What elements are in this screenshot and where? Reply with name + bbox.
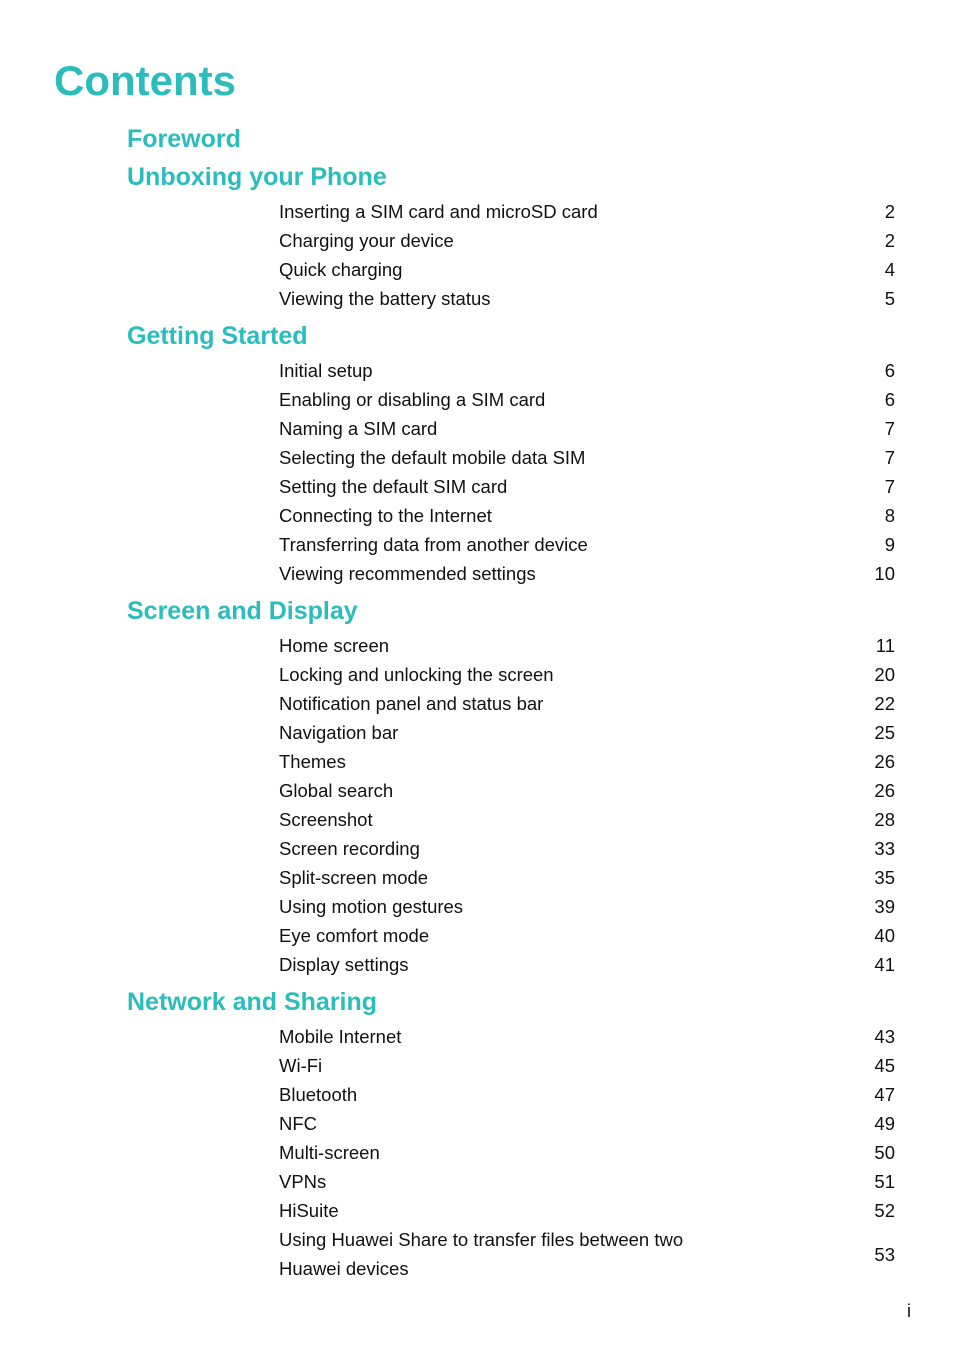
toc-entry[interactable] [279, 950, 895, 979]
toc-entry-list [0, 197, 954, 313]
toc-entry-page-number: 20 [874, 664, 895, 685]
toc-section [0, 987, 954, 1283]
toc-entry-page-number: 25 [874, 722, 895, 743]
toc-entry-title: Eye comfort mode [279, 925, 430, 946]
toc-entry-title: Connecting to the Internet [279, 505, 492, 526]
toc-entry-title: Multi-screen [279, 1142, 380, 1163]
toc-entry-page-number: 26 [874, 780, 895, 801]
toc-section [0, 124, 954, 154]
toc-entry[interactable] [279, 834, 895, 863]
toc-entry-title: Notification panel and status bar [279, 693, 544, 714]
toc-entry-page-number: 2 [884, 201, 895, 222]
toc-entry-title: Naming a SIM card [279, 418, 438, 439]
toc-entry-page-number: 5 [884, 288, 895, 309]
toc-entry-page-number: 7 [884, 418, 895, 439]
toc-entry[interactable] [279, 892, 895, 921]
toc-entry-title: Selecting the default mobile data SIM [279, 447, 586, 468]
toc-entry-page-number: 11 [875, 635, 895, 656]
toc-entry-page-number: 47 [874, 1084, 895, 1105]
toc-entry[interactable] [279, 921, 895, 950]
toc-entry-page-number: 52 [874, 1200, 895, 1221]
toc-entry[interactable] [279, 631, 895, 660]
footer-page-number: i [907, 1301, 911, 1321]
toc-entry[interactable] [279, 689, 895, 718]
toc-entry-title: Navigation bar [279, 722, 399, 743]
toc-entry-list [0, 1022, 954, 1283]
toc-entry-page-number: 8 [884, 505, 895, 526]
toc-entry[interactable] [279, 472, 895, 501]
toc-entry[interactable] [279, 718, 895, 747]
page-title: Contents [54, 57, 236, 104]
section-heading[interactable]: Network and Sharing [127, 988, 378, 1016]
section-heading[interactable]: Screen and Display [127, 597, 358, 625]
toc-entry-page-number: 53 [874, 1243, 895, 1265]
toc-entry-title: Home screen [279, 635, 390, 656]
toc-entry-title: Setting the default SIM card [279, 476, 508, 497]
toc-entry[interactable] [279, 284, 895, 313]
section-heading[interactable]: Foreword [127, 125, 241, 153]
toc-entry-page-number: 26 [874, 751, 895, 772]
toc-entry-page-number: 28 [874, 809, 895, 830]
toc-entry[interactable] [279, 1109, 895, 1138]
section-heading[interactable]: Getting Started [127, 322, 308, 350]
toc-entry-page-number: 51 [874, 1171, 895, 1192]
toc-entry[interactable] [279, 660, 895, 689]
toc-entry[interactable] [279, 356, 895, 385]
toc-entry-page-number: 10 [874, 563, 895, 584]
toc-entry-title: HiSuite [279, 1200, 339, 1221]
toc-entry-page-number: 49 [874, 1113, 895, 1134]
toc-entry-page-number: 39 [874, 896, 895, 917]
toc-entry[interactable] [279, 1080, 895, 1109]
toc-entry-page-number: 43 [874, 1026, 895, 1047]
toc-entry-title: Screen recording [279, 838, 420, 859]
toc-entry-title: NFC [279, 1113, 318, 1134]
toc-entry-page-number: 7 [884, 476, 895, 497]
toc-entry[interactable] [279, 1196, 895, 1225]
toc-entry[interactable] [279, 443, 895, 472]
toc-entry[interactable] [279, 530, 895, 559]
toc-entry-title: Display settings [279, 954, 409, 975]
toc-entry-title: Themes [279, 751, 346, 772]
table-of-contents [0, 124, 954, 1283]
toc-entry-page-number: 41 [874, 954, 895, 975]
toc-entry-title: Initial setup [279, 360, 373, 381]
toc-entry-title: Using motion gestures [279, 896, 464, 917]
toc-entry[interactable] [279, 747, 895, 776]
toc-entry[interactable] [279, 559, 895, 588]
toc-entry-title: Quick charging [279, 259, 403, 280]
toc-section [0, 596, 954, 979]
toc-entry[interactable] [279, 776, 895, 805]
toc-entry-title: Using Huawei Share to transfer files between two Huawei devices [279, 1229, 684, 1279]
toc-section [0, 321, 954, 588]
toc-entry-page-number: 4 [884, 259, 895, 280]
toc-entry-page-number: 33 [874, 838, 895, 859]
toc-entry-page-number: 35 [874, 867, 895, 888]
toc-entry[interactable] [279, 414, 895, 443]
toc-entry-title: Bluetooth [279, 1084, 358, 1105]
toc-entry-title: Enabling or disabling a SIM card [279, 389, 546, 410]
toc-entry[interactable] [279, 197, 895, 226]
toc-entry[interactable] [279, 805, 895, 834]
toc-entry-title: Global search [279, 780, 394, 801]
toc-entry-page-number: 45 [874, 1055, 895, 1076]
toc-entry[interactable] [279, 385, 895, 414]
toc-entry-title: Viewing recommended settings [279, 563, 536, 584]
toc-entry-page-number: 9 [884, 534, 895, 555]
toc-entry-page-number: 50 [874, 1142, 895, 1163]
toc-entry-title: Locking and unlocking the screen [279, 664, 554, 685]
toc-entry[interactable] [279, 1167, 895, 1196]
toc-entry[interactable] [279, 226, 895, 255]
toc-entry-title: Split-screen mode [279, 867, 429, 888]
toc-entry[interactable] [279, 1138, 895, 1167]
toc-entry-title: Transferring data from another device [279, 534, 588, 555]
toc-entry[interactable] [279, 1225, 895, 1283]
toc-entry-page-number: 7 [884, 447, 895, 468]
toc-entry-title: Viewing the battery status [279, 288, 491, 309]
toc-entry-title: VPNs [279, 1171, 327, 1192]
toc-entry-page-number: 22 [874, 693, 895, 714]
toc-entry-page-number: 6 [884, 360, 895, 381]
toc-entry-title: Charging your device [279, 230, 454, 251]
toc-entry-page-number: 2 [884, 230, 895, 251]
toc-entry[interactable] [279, 1022, 895, 1051]
toc-entry[interactable] [279, 863, 895, 892]
toc-entry-title: Screenshot [279, 809, 373, 830]
section-heading[interactable]: Unboxing your Phone [127, 163, 387, 191]
toc-entry[interactable] [279, 501, 895, 530]
toc-section [0, 162, 954, 313]
toc-entry-title: Mobile Internet [279, 1026, 402, 1047]
toc-entry-page-number: 6 [884, 389, 895, 410]
toc-entry-list [0, 631, 954, 979]
toc-entry[interactable] [279, 1051, 895, 1080]
toc-entry-page-number: 40 [874, 925, 895, 946]
toc-entry-title: Wi-Fi [279, 1055, 323, 1076]
toc-entry[interactable] [279, 255, 895, 284]
toc-entry-list [0, 356, 954, 588]
toc-entry-title: Inserting a SIM card and microSD card [279, 201, 598, 222]
